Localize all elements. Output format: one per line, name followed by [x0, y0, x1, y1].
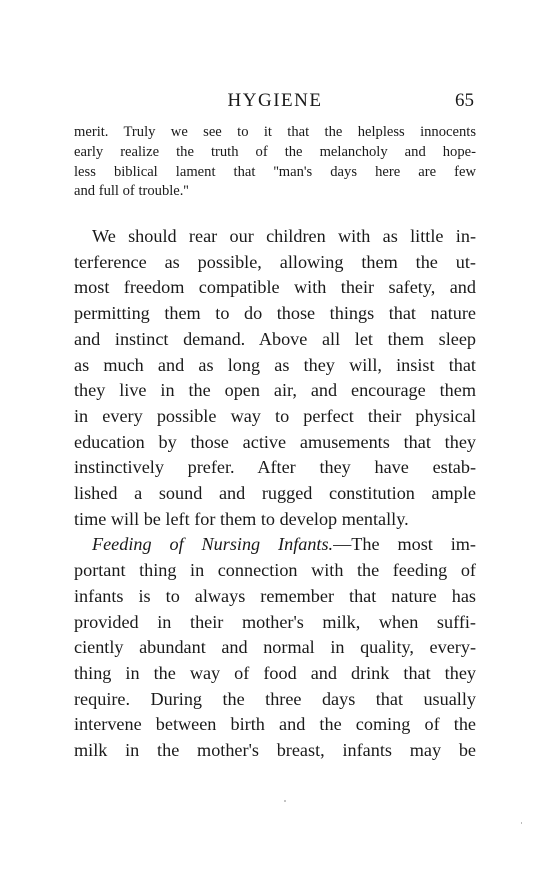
paragraph-line: and instinct demand. Above all let them sleep — [74, 328, 476, 349]
paragraph-line: milk in the mother's breast, infants may be — [74, 740, 476, 761]
paragraph-line: thing in the way of food and drink that they — [74, 662, 476, 683]
quote-line: merit. Truly we see to it that the helpless innocents — [74, 124, 476, 140]
paragraph-line: time will be left for them to develop mentally. — [74, 508, 409, 529]
running-title: HYGIENE — [227, 90, 323, 111]
quote-line: less biblical lament that ''man's days here are few — [74, 163, 476, 180]
paragraph-line-rest: —The most im- — [333, 534, 476, 555]
body-text — [74, 224, 476, 764]
paper-speck — [521, 822, 522, 824]
paragraph-line: education by those active amusements that they — [74, 431, 476, 452]
paragraph-line: portant thing in connection with the feeding of — [74, 560, 476, 581]
paragraph-line: We should rear our children with as little in- — [92, 226, 476, 246]
page-number: 65 — [455, 90, 474, 111]
page-header — [74, 90, 476, 114]
paragraph-line: provided in their mother's milk, when suffi- — [74, 611, 476, 632]
paragraph-line: require. During the three days that usually — [74, 688, 476, 709]
paragraph-line: most freedom compatible with their safety, and — [74, 277, 476, 298]
paragraph-line: permitting them to do those things that nature — [74, 303, 476, 324]
paragraph-line: they live in the open air, and encourage them — [74, 380, 476, 401]
quote-line: and full of trouble.'' — [74, 183, 189, 200]
quote-line: early realize the truth of the melancholy and hope- — [74, 143, 476, 160]
section-heading: Feeding of Nursing Infants. — [92, 534, 334, 555]
paragraph-line: ciently abundant and normal in quality, every- — [74, 637, 476, 658]
section-heading-line — [74, 532, 476, 558]
quote-paragraph — [74, 123, 476, 202]
paragraph-line: lished a sound and rugged constitution ample — [74, 483, 476, 504]
paragraph-line: terference as possible, allowing them the ut- — [74, 251, 476, 272]
paragraph-line: in every possible way to perfect their physical — [74, 405, 476, 426]
paragraph-line: intervene between birth and the coming of the — [74, 714, 476, 735]
paragraph-line: infants is to always remember that nature has — [74, 585, 476, 606]
paragraph-line: as much and as long as they will, insist that — [74, 354, 476, 375]
paper-speck — [284, 800, 286, 802]
paragraph-line: instinctively prefer. After they have estab- — [74, 457, 476, 478]
